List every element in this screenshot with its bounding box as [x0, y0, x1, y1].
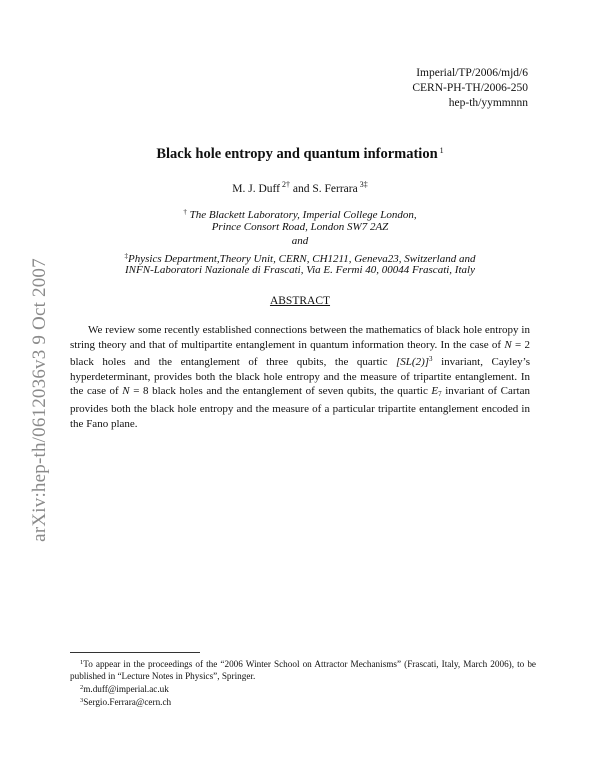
- affiliation-text: Physics Department,Theory Unit, CERN, CH1211, Geneva23, Switzerland and: [128, 252, 476, 265]
- affiliation-line: [0, 220, 600, 235]
- math-subscript: 7: [438, 390, 442, 399]
- abstract-text: invariant, Cayley’s hyperdeterminant, provides both the black hole entropy and the measure of tripartite entanglement. In the case of: [70, 356, 530, 398]
- report-numbers: [412, 66, 528, 111]
- affiliation-text: and: [291, 235, 309, 247]
- footnote: [70, 657, 536, 682]
- title-text: Black hole entropy and quantum information: [156, 146, 438, 162]
- affiliation-mark: ‡: [124, 251, 128, 260]
- math-symbol: E: [431, 385, 439, 398]
- footnote-email[interactable]: m.duff@imperial.ac.uk: [83, 684, 169, 694]
- affiliation-and: [0, 234, 600, 249]
- footnotes: [70, 657, 536, 708]
- affiliation-text: The Blackett Laboratory, Imperial College London,: [189, 209, 417, 221]
- paper-title: [0, 146, 600, 163]
- abstract-text: We review some recently established connections between the mathematics of black hole entropy in string theory and that of multipartite entanglement in quantum information theory. In the case of: [70, 324, 530, 351]
- footnote-mark: 1: [80, 659, 84, 666]
- author-line: [0, 180, 600, 195]
- footnote-mark: 3: [80, 697, 84, 704]
- author-name: S. Ferrara: [312, 183, 358, 195]
- math-symbol: N: [504, 338, 512, 351]
- abstract-paragraph: [70, 323, 530, 431]
- abstract-body: [70, 323, 530, 431]
- footnote-mark: 2: [80, 684, 84, 691]
- author-conjunction: and: [292, 183, 310, 195]
- affiliation-mark: †: [183, 208, 187, 216]
- math-symbol: [SL(2)]: [396, 356, 430, 369]
- math-exponent: 3: [429, 355, 433, 364]
- report-number: Imperial/TP/2006/mjd/6: [416, 67, 528, 79]
- footnote-text: To appear in the proceedings of the “2006 Winter School on Attractor Mechanisms” (Frascati, Italy, March 2006), to be published in “Lecture Notes in Physics”, Springer.: [70, 659, 536, 681]
- abstract-heading: ABSTRACT: [269, 295, 331, 307]
- report-number: hep-th/yymmnnn: [448, 97, 528, 109]
- author-marks: 3‡: [359, 180, 368, 189]
- math-symbol: N: [122, 385, 130, 398]
- title-footnote-mark: 1: [439, 146, 444, 155]
- affiliation-line: [0, 263, 600, 278]
- footnote-rule: [70, 652, 200, 653]
- report-number: CERN-PH-TH/2006-250: [412, 82, 528, 94]
- footnote: [70, 695, 536, 708]
- abstract-text: invariant of Cartan provides both the black hole entropy and the measure of a particular tripartite entanglement encoded in the Fano plane.: [70, 385, 530, 430]
- abstract-text: = 8 black holes and the entanglement of seven qubits, the quartic: [129, 385, 432, 398]
- author-name: M. J. Duff: [232, 183, 280, 195]
- arxiv-stamp: arXiv:hep-th/0612036v3 9 Oct 2007: [29, 258, 50, 542]
- footnote-email[interactable]: Sergio.Ferrara@cern.ch: [83, 697, 172, 707]
- abstract-text: = 2 black holes and the entanglement of three qubits, the quartic: [70, 338, 530, 369]
- arxiv-sidebar: [0, 0, 50, 776]
- affiliation-text: Prince Consort Road, London SW7 2AZ: [211, 220, 389, 233]
- affiliation-text: INFN-Laboratori Nazionale di Frascati, Via E. Fermi 40, 00044 Frascati, Italy: [125, 264, 475, 276]
- footnote: [70, 682, 536, 695]
- author-marks: 2†: [282, 180, 290, 189]
